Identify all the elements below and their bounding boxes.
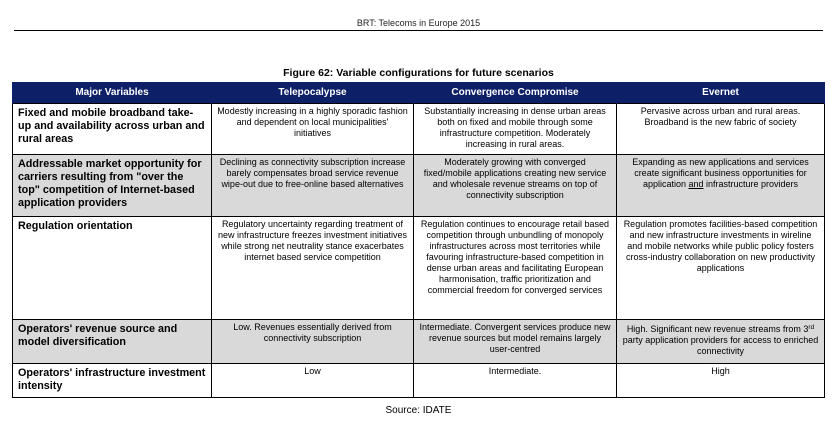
evernet-cell: High <box>617 364 825 398</box>
table-row <box>13 364 825 398</box>
evernet-cell <box>617 155 825 217</box>
evernet-cell: Regulation promotes facilities-based competition and new infrastructure investments in wireline and mobile networks while public policy fosters cross-industry collaboration on new productivity applications <box>617 217 825 320</box>
header-major-variables: Major Variables <box>13 82 212 104</box>
telepocalypse-cell: Low <box>212 364 414 398</box>
convergence-cell: Moderately growing with converged fixed/mobile applications creating new service and wholesale revenue streams on top of connectivity subscription <box>414 155 617 217</box>
variable-cell: Fixed and mobile broadband take-up and availability across urban and rural areas <box>13 104 212 155</box>
table-row <box>13 320 825 364</box>
evernet-text-end: infrastructure providers <box>703 179 799 189</box>
convergence-cell: Intermediate. Convergent services produce new revenue sources but model remains largely user-centred <box>414 320 617 364</box>
ordinal-superscript: rd <box>808 324 815 331</box>
table-row <box>13 155 825 217</box>
page-header: BRT: Telecoms in Europe 2015 <box>356 18 481 28</box>
variable-cell: Operators' infrastructure investment intensity <box>13 364 212 398</box>
header-convergence-compromise: Convergence Compromise <box>414 82 617 104</box>
convergence-cell: Intermediate. <box>414 364 617 398</box>
telepocalypse-cell: Low. Revenues essentially derived from connectivity subscription <box>212 320 414 364</box>
header-telepocalypse: Telepocalypse <box>212 82 414 104</box>
source-caption: Source: IDATE <box>385 405 452 416</box>
telepocalypse-cell: Declining as connectivity subscription increase barely compensates broad service revenue wipe-out due to free-online based alternatives <box>212 155 414 217</box>
evernet-underlined-word: and <box>688 179 704 189</box>
variable-cell: Regulation orientation <box>13 217 212 320</box>
convergence-cell: Substantially increasing in dense urban areas both on fixed and mobile through some infrastructure competition. Moderately increasing in rural areas. <box>414 104 617 155</box>
figure-title: Figure 62: Variable configurations for future scenarios <box>283 67 554 79</box>
telepocalypse-cell: Modestly increasing in a highly sporadic fashion and dependent on local municipalities' initiatives <box>212 104 414 155</box>
evernet-cell: Pervasive across urban and rural areas. Broadband is the new fabric of society <box>617 104 825 155</box>
variable-cell: Operators' revenue source and model diversification <box>13 320 212 364</box>
table-row <box>13 217 825 320</box>
telepocalypse-cell: Regulatory uncertainty regarding treatment of new infrastructure freezes investment initiatives while strong net neutrality stance exacerbates internet based service competition <box>212 217 414 320</box>
table-header-row <box>13 82 825 104</box>
evernet-text-start: High. Significant new revenue streams from 3 <box>626 324 809 334</box>
convergence-cell: Regulation continues to encourage retail based competition through unbundling of monopoly infrastructures across most territories while favouring infrastructure-based competition in dense urban areas and facilitating European harmonisation, traffic prioritization and commercial freedom for converged services <box>414 217 617 320</box>
table-row <box>13 104 825 155</box>
header-divider <box>14 30 823 31</box>
evernet-text-start: Expanding as new applications and services create significant business opportunities for application <box>632 157 809 189</box>
header-evernet: Evernet <box>617 82 825 104</box>
evernet-cell <box>617 320 825 364</box>
evernet-text-end: party application providers for access to enriched connectivity <box>622 335 819 356</box>
variables-table <box>12 82 825 398</box>
variable-cell: Addressable market opportunity for carriers resulting from "over the top" competition of Internet-based application providers <box>13 155 212 217</box>
